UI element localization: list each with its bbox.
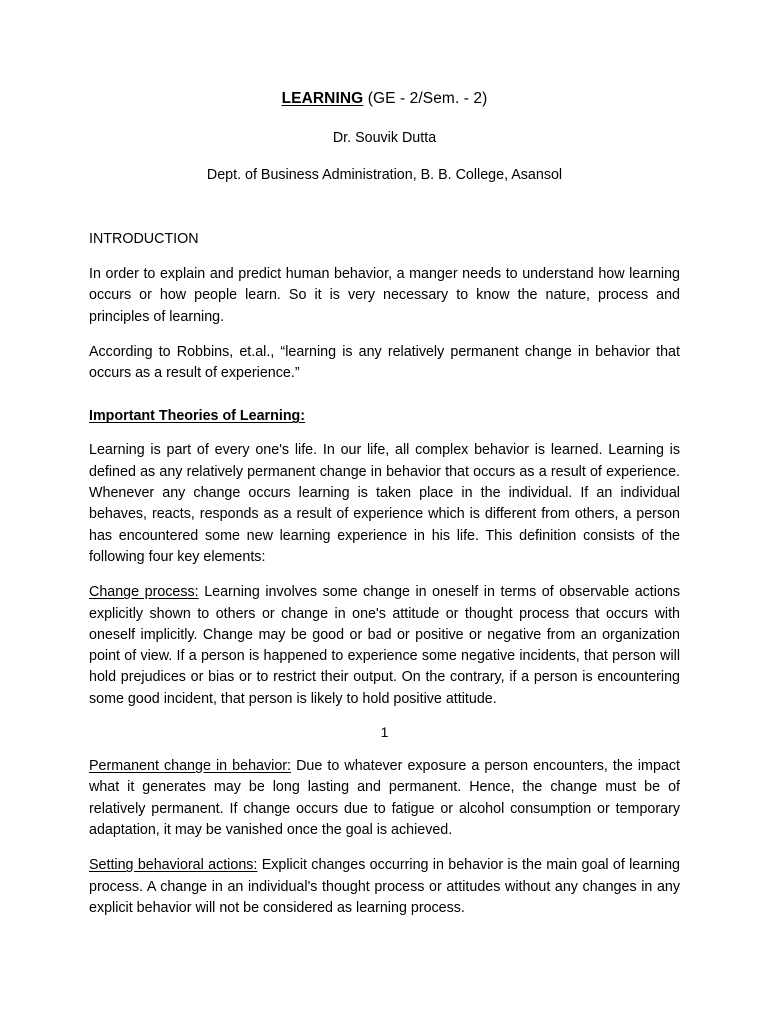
key-element-2-label: Permanent change in behavior: [89, 758, 291, 775]
key-element-1-label: Change process: [89, 584, 199, 601]
theories-heading-wrap [89, 384, 680, 427]
theories-paragraph: Learning is part of every one's life. In our life, all complex behavior is learned. Learning is defined as any relatively permanent change in behavior that occurs as a result of experience. Whenever any change occurs learning is taken place in the individual. If an individual behaves, reacts, responds as a result of experience which is different from others, a person has encountered some new learning experience in his life. This definition consists of the following four key elements: [89, 442, 680, 565]
key-element-3-label: Setting behavioral actions: [89, 857, 258, 874]
section-heading-introduction: INTRODUCTION [89, 231, 199, 247]
key-element-setting-behavioral-actions [89, 841, 680, 919]
key-element-1-body: Learning involves some change in oneself in terms of observable actions explicitly shown to others or change in one's attitude or thought process that occurs with oneself implicitly. Change may be good or bad or positive or negative from an organization point of view. If a person is happened to experience some negative incidents, that person will hold prejudices or bias or to restrict their output. On the contrary, if a person is encountering some good incident, that person is likely to hold positive attitude. [89, 584, 680, 707]
intro-paragraph-1: In order to explain and predict human behavior, a manger needs to understand how learning occurs or how people learn. So it is very necessary to know the nature, process and principles of learning. [89, 266, 680, 325]
page-title-main: LEARNING [281, 90, 364, 107]
author-byline: Dr. Souvik Dutta [332, 130, 437, 146]
page-content [89, 0, 680, 919]
section-heading-theories: Important Theories of Learning: [89, 408, 306, 425]
key-element-permanent-change [89, 742, 680, 841]
author-affiliation: Dept. of Business Administration, B. B. College, Asansol [206, 167, 563, 183]
page-title [89, 0, 680, 109]
intro-paragraph-2: According to Robbins, et.al., “learning is any relatively permanent change in behavior that occurs as a result of experience.” [89, 343, 680, 382]
page-title-subtitle: (GE - 2/Sem. - 2) [363, 90, 488, 107]
key-element-3-body: Explicit changes occurring in behavior is the main goal of learning process. A change in an individual's thought process or attitudes without any changes in any explicit behavior will not be considered as learning process. [89, 857, 680, 916]
page-number: 1 [380, 724, 389, 741]
key-element-change-process [89, 568, 680, 710]
key-element-2-body: Due to whatever exposure a person encounters, the impact what it generates may be long lasting and permanent. Hence, the change must be of relatively permanent. If change occurs due to fatigue or alcohol consumption or temporary adaptation, it may be vanished once the goal is achieved. [89, 758, 680, 838]
